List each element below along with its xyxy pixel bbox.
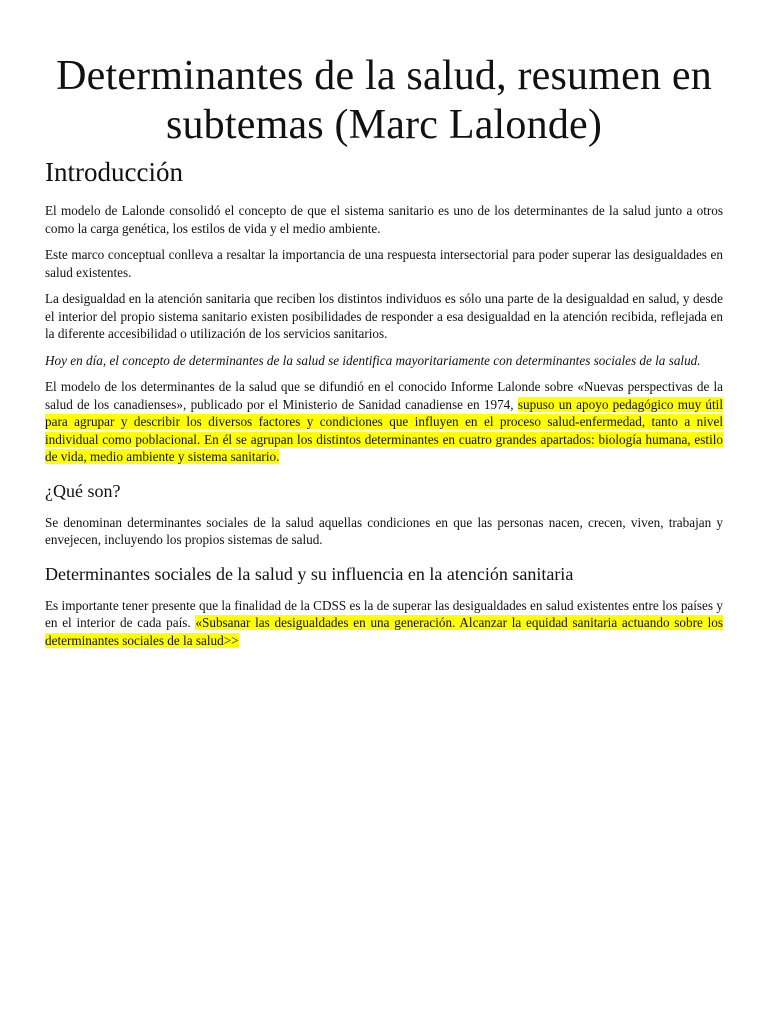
section-heading-que-son: ¿Qué son?: [45, 480, 121, 501]
page-title: Determinantes de la salud, resumen en subtemas (Marc Lalonde): [56, 53, 712, 148]
intro-paragraph-2: Este marco conceptual conlleva a resaltar la importancia de una respuesta intersectorial para poder superar las desigualdades en salud existentes.: [45, 247, 723, 280]
intro-paragraph-4-italic: Hoy en día, el concepto de determinantes de la salud se identifica mayoritariamente con determinantes sociales de la salud.: [45, 352, 701, 368]
que-son-paragraph: Se denominan determinantes sociales de la salud aquellas condiciones en que las personas nacen, crecen, viven, trabajan y envejecen, incluyendo los propios sistemas de salud.: [45, 514, 723, 547]
intro-paragraph-5-text: El modelo de los determinantes de la salud que se difundió en el conocido Informe Lalonde sobre «Nuevas perspectivas de la salud de los canadienses», publicado por el Ministerio de Sanidad canadiense en 1974,: [45, 379, 723, 412]
influencia-paragraph: [45, 597, 723, 650]
section-heading-introduccion: Introducción: [45, 157, 183, 187]
section-heading-influencia: Determinantes sociales de la salud y su influencia en la atención sanitaria: [45, 563, 574, 584]
influencia-paragraph-highlight: «Subsanar las desigualdades en una generación. Alcanzar la equidad sanitaria actuando sobre los determinantes sociales de la salud>>: [45, 615, 723, 648]
influencia-paragraph-text: Es importante tener presente que la finalidad de la CDSS es la de superar las desigualdades en salud existentes entre los países y en el interior de cada país.: [45, 597, 723, 630]
intro-paragraph-5: [45, 378, 723, 466]
intro-paragraph-5-highlight: supuso un apoyo pedagógico muy útil para agrupar y describir los diversos factores y condiciones que influyen en el proceso salud-enfermedad, tanto a nivel individual como poblacional. En él se agrupan los distintos determinantes en cuatro grandes apartados: biología humana, estilo de vida, medio ambiente y sistema sanitario.: [45, 396, 724, 464]
intro-paragraph-3: La desigualdad en la atención sanitaria que reciben los distintos individuos es sólo una parte de la desigualdad en salud, y desde el interior del propio sistema sanitario existen posibilidades de responder a esa desigualdad en la atención recibida, reflejada en la diferente accesibilidad o utilización de los servicios sanitarios.: [45, 291, 723, 341]
intro-paragraph-1: El modelo de Lalonde consolidó el concepto de que el sistema sanitario es uno de los determinantes de la salud junto a otros como la carga genética, los estilos de vida y el medio ambiente.: [45, 203, 723, 236]
